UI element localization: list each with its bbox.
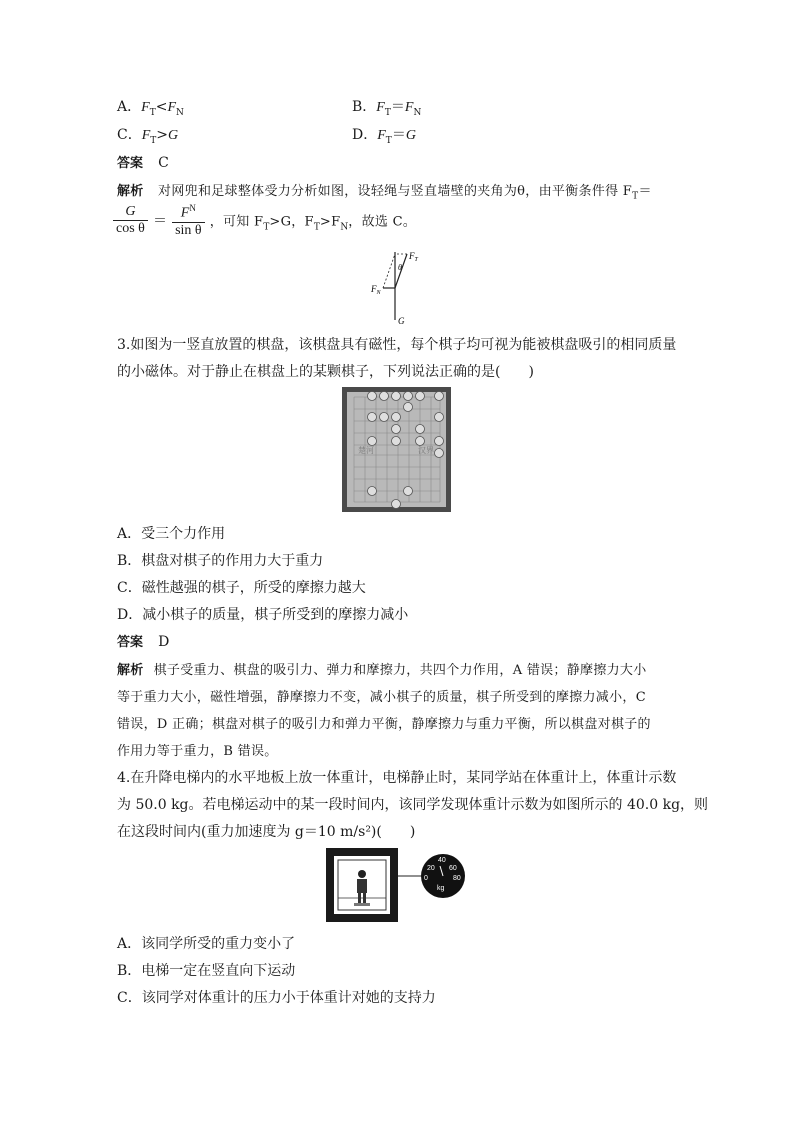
dashed-line — [383, 254, 395, 288]
chess-piece — [435, 437, 444, 446]
q3-stem-line2: 的小磁体。对于静止在棋盘上的某颗棋子，下列说法正确的是( ) — [117, 364, 534, 380]
tick-80: 80 — [453, 875, 461, 882]
ft-label: $F_T$ — [409, 251, 418, 263]
formula-line: $\frac{G}{\text{cos θ}}$ ＝ $\frac{F^N}{\text{sin θ}}$ ，可知 $F_T>G$，$F_T>F_N$，故选 C。 — [113, 203, 416, 239]
chess-piece — [368, 392, 377, 401]
q3-option-d: D．减小棋子的质量，棋子所受到的摩擦力减小 — [117, 607, 409, 623]
option-b: B．$F_T=F_N$ — [352, 99, 422, 118]
tick-0: 0 — [424, 875, 428, 882]
q3-answer-value: D — [158, 634, 170, 650]
q3-stem-line1: 3.如图为一竖直放置的棋盘，该棋盘具有磁性，每个棋子均可视为能被棋盘吸引的相同质量 — [117, 337, 677, 353]
chess-piece — [416, 425, 425, 434]
chess-piece — [380, 413, 389, 422]
chess-piece — [380, 392, 389, 401]
analysis-label: 解析 — [117, 184, 144, 199]
river-left: 楚河 — [358, 446, 374, 455]
scale-unit: kg — [437, 885, 445, 892]
fn-label: $F_N$ — [371, 284, 381, 296]
chess-piece — [392, 392, 401, 401]
answer-label: 答案 — [117, 156, 144, 171]
chess-piece — [368, 413, 377, 422]
analysis-line: 解析 对网兜和足球整体受力分析如图，设轻绳与竖直墙壁的夹角为θ，由平衡条件得 $F_T=$ — [117, 184, 652, 202]
theta-label: θ — [398, 263, 402, 272]
q3-analysis-line4: 作用力等于重力，B 错误。 — [117, 744, 278, 759]
chess-piece — [392, 500, 401, 509]
option-a: A．$F_T<F_N$ — [117, 99, 184, 118]
option-d: D．$F_T=G$ — [352, 127, 416, 146]
chess-piece — [435, 392, 444, 401]
chess-piece — [368, 487, 377, 496]
q3-option-a: A．受三个力作用 — [117, 526, 226, 542]
q4-stem-line2: 为 50.0 kg。若电梯运动中的某一段时间内，该同学发现体重计示数为如图所示的 40.0 kg，则 — [117, 797, 709, 813]
q3-answer-label: 答案 — [117, 635, 144, 650]
chess-piece — [416, 437, 425, 446]
elevator-figure — [326, 848, 471, 924]
q3-analysis-label: 解析 — [117, 663, 144, 678]
q3-option-b: B．棋盘对棋子的作用力大于重力 — [117, 553, 324, 569]
chess-piece — [404, 487, 413, 496]
chess-piece — [392, 425, 401, 434]
chess-piece — [435, 413, 444, 422]
q3-answer-line — [117, 631, 169, 650]
q3-analysis-line1: 解析 棋子受重力、棋盘的吸引力、弹力和摩擦力，共四个力作用，A 错误；静摩擦力大小 — [117, 663, 647, 678]
q4-option-c: C．该同学对体重计的压力小于体重计对她的支持力 — [117, 990, 436, 1006]
q4-stem-line1: 4.在升降电梯内的水平地板上放一体重计，电梯静止时，某同学站在体重计上，体重计示数 — [117, 770, 677, 786]
option-c: C．$F_T>G$ — [117, 127, 179, 146]
q4-stem-line3: 在这段时间内(重力加速度为 g＝10 m/s²)( ) — [117, 824, 416, 840]
q3-analysis-line2: 等于重力大小，磁性增强，静摩擦力不变，减小棋子的质量，棋子所受到的摩擦力减小，C — [117, 690, 646, 705]
chess-piece — [392, 437, 401, 446]
chess-piece — [435, 449, 444, 458]
chess-piece — [392, 413, 401, 422]
q4-option-a: A．该同学所受的重力变小了 — [117, 936, 296, 952]
q3-analysis-line3: 错误，D 正确；棋盘对棋子的吸引力和弹力平衡，静摩擦力与重力平衡，所以棋盘对棋子的 — [117, 717, 651, 732]
q4-option-b: B．电梯一定在竖直向下运动 — [117, 963, 296, 979]
fraction-fn-sin: $\frac{F^N}{\text{sin θ}}$ — [172, 203, 205, 239]
g-label: G — [398, 316, 405, 326]
fraction-g-cos: $\frac{G}{\text{cos θ}}$ — [113, 204, 148, 237]
force-diagram — [365, 248, 435, 326]
chess-piece — [404, 392, 413, 401]
tick-60: 60 — [449, 865, 457, 872]
tick-20: 20 — [427, 865, 435, 872]
tick-40: 40 — [438, 857, 446, 864]
q3-option-c: C．磁性越强的棋子，所受的摩擦力越大 — [117, 580, 366, 596]
answer-value: C — [158, 155, 169, 171]
river-right: 汉界 — [418, 446, 434, 455]
chess-board-figure — [342, 387, 451, 512]
chess-piece — [368, 437, 377, 446]
chess-piece — [416, 392, 425, 401]
chess-piece — [404, 403, 413, 412]
answer-line — [117, 152, 169, 171]
